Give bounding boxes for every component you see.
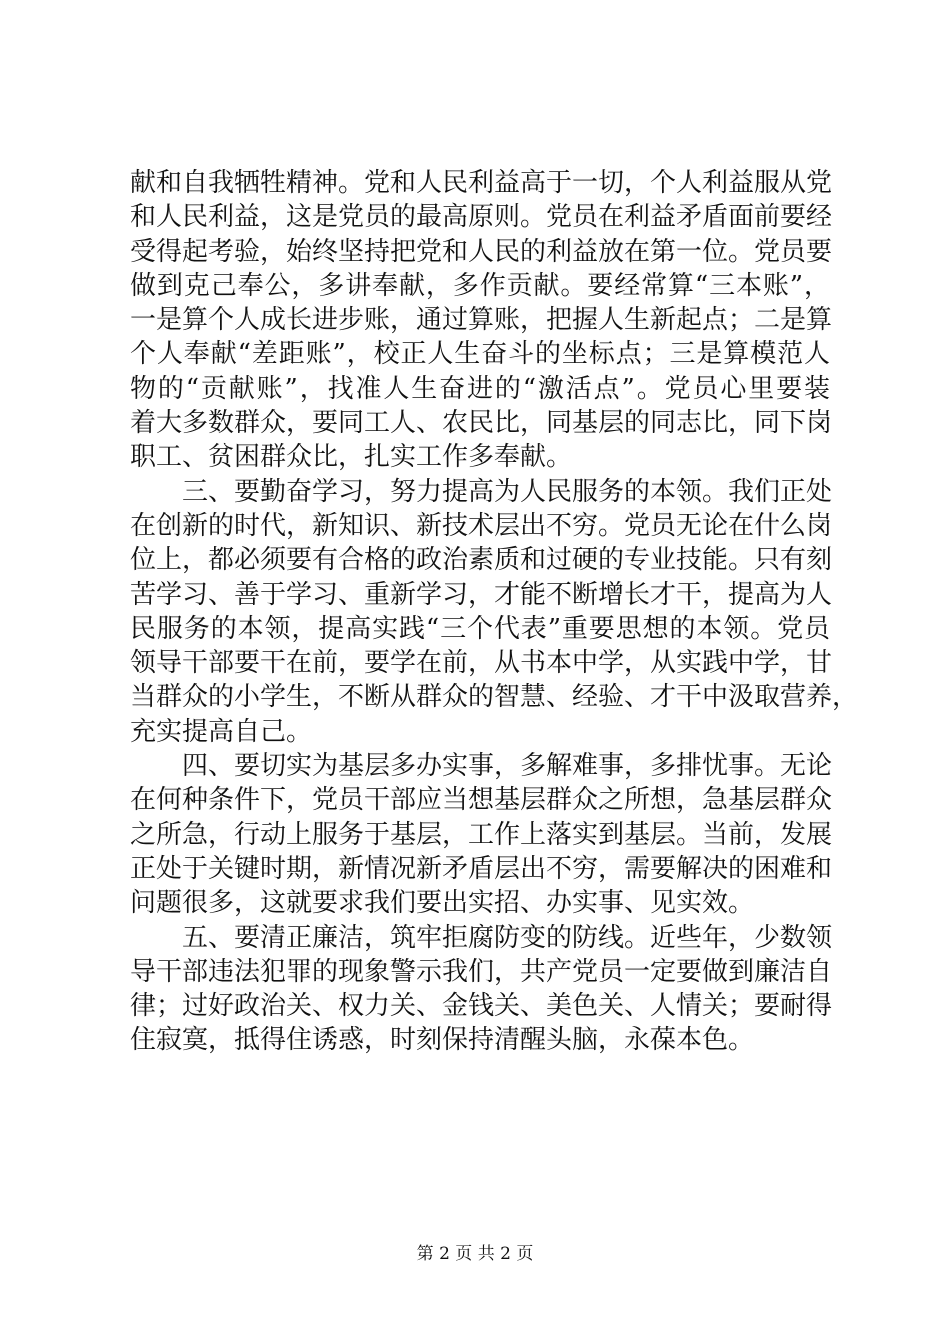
text-line: 在何种条件下，党员干部应当想基层群众之所想，急基层群众 [130,785,833,816]
text-line: 苦学习、善于学习、重新学习，才能不断增长才干，提高为人 [130,579,833,610]
text-line: 四、要切实为基层多办实事，多解难事，多排忧事。无论 [130,751,833,782]
text-line: 五、要清正廉洁，筑牢拒腐防变的防线。近些年，少数领 [130,922,833,953]
text-line: 在创新的时代，新知识、新技术层出不穷。党员无论在什么岗 [130,510,833,541]
text-line: 个人奉献“差距账”，校正人生奋斗的坐标点；三是算模范人 [130,339,830,370]
document-body [130,166,859,1058]
text-line: 献和自我牺牲精神。党和人民利益高于一切，个人利益服从党 [130,168,833,198]
text-line: 受得起考验，始终坚持把党和人民的利益放在第一位。党员要 [130,236,833,267]
text-line: 当群众的小学生，不断从群众的智慧、经验、才干中汲取营养， [130,682,859,713]
text-line: 物的“贡献账”，找准人生奋进的“激活点”。党员心里要装 [130,373,830,404]
text-line: 三、要勤奋学习，努力提高为人民服务的本领。我们正处 [130,476,833,507]
text-line: 正处于关键时期，新情况新矛盾层出不穷，需要解决的困难和 [130,853,833,884]
text-line: 位上，都必须要有合格的政治素质和过硬的专业技能。只有刻 [130,545,833,576]
text-line: 一是算个人成长进步账，通过算账，把握人生新起点；二是算 [130,305,833,336]
text-line: 之所急，行动上服务于基层，工作上落实到基层。当前，发展 [130,819,833,850]
text-line: 住寂寞，抵得住诱惑，时刻保持清醒头脑，永葆本色。 [130,1025,755,1056]
text-line: 领导干部要干在前，要学在前，从书本中学，从实践中学，甘 [130,648,833,679]
text-line: 职工、贫困群众比，扎实工作多奉献。 [130,442,573,473]
text-line: 充实提高自己。 [130,716,313,747]
text-line: 民服务的本领，提高实践“三个代表”重要思想的本领。党员 [130,613,830,644]
text-line: 律；过好政治关、权力关、金钱关、美色关、人情关；要耐得 [130,991,833,1022]
text-line: 问题很多，这就要求我们要出实招、办实事、见实效。 [130,888,755,919]
text-line: 导干部违法犯罪的现象警示我们，共产党员一定要做到廉洁自 [130,956,833,987]
page-footer: 第 2 页 共 2 页 [416,1244,534,1264]
text-line: 和人民利益，这是党员的最高原则。党员在利益矛盾面前要经 [130,202,833,233]
text-line: 做到克己奉公，多讲奉献，多作贡献。要经常算“三本账”， [130,270,830,301]
text-line: 着大多数群众，要同工人、农民比，同基层的同志比，同下岗 [130,408,833,439]
